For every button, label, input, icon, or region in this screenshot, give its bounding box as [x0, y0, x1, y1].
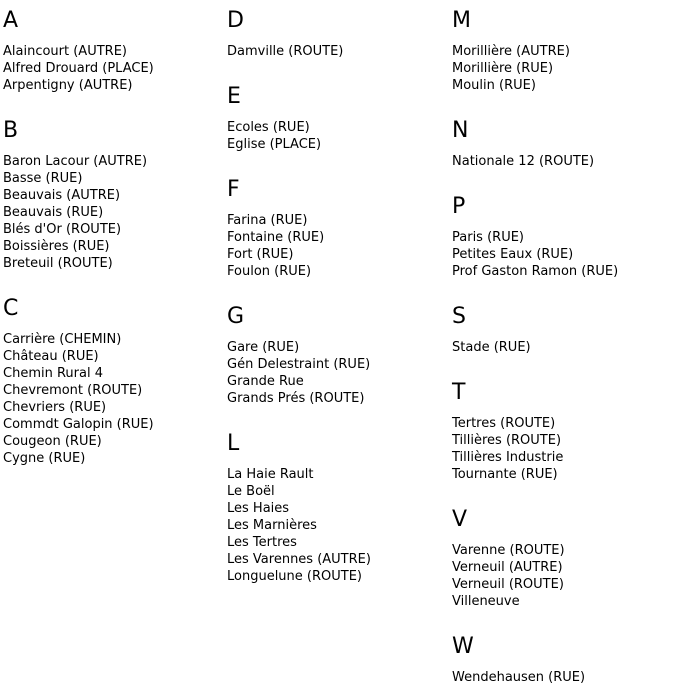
street-item[interactable]: Cygne (RUE)	[3, 451, 86, 466]
section-letter-p: P	[452, 194, 466, 219]
street-list	[227, 43, 452, 60]
street-item[interactable]: Petites Eaux (RUE)	[452, 247, 574, 262]
section-letter-w: W	[452, 634, 474, 659]
street-item[interactable]: Beauvais (AUTRE)	[3, 188, 121, 203]
section-letter-g: G	[227, 304, 245, 329]
section-letter-m: M	[452, 8, 471, 33]
index-section-n	[452, 118, 672, 170]
index-column-3	[452, 8, 672, 683]
street-item[interactable]: Alaincourt (AUTRE)	[3, 44, 127, 59]
index-section-g	[227, 304, 452, 407]
section-letter-n: N	[452, 118, 469, 143]
street-item[interactable]: Prof Gaston Ramon (RUE)	[452, 264, 619, 279]
street-item[interactable]: Château (RUE)	[3, 349, 99, 364]
section-letter-b: B	[3, 118, 19, 143]
section-letter-c: C	[3, 296, 19, 321]
street-item[interactable]: Morillière (AUTRE)	[452, 44, 570, 59]
street-item[interactable]: Paris (RUE)	[452, 230, 524, 245]
street-item[interactable]: Cougeon (RUE)	[3, 434, 102, 449]
street-item[interactable]: Les Tertres	[227, 535, 297, 550]
street-item[interactable]: Les Haies	[227, 501, 290, 516]
street-list	[452, 542, 672, 610]
street-item[interactable]: Ecoles (RUE)	[227, 120, 310, 135]
street-item[interactable]: Les Marnières	[227, 518, 317, 533]
street-item[interactable]: Gare (RUE)	[227, 340, 300, 355]
street-list	[227, 466, 452, 585]
street-item[interactable]: Longuelune (ROUTE)	[227, 569, 362, 584]
index-section-m	[452, 8, 672, 94]
street-item[interactable]: Chevriers (RUE)	[3, 400, 107, 415]
street-list	[3, 153, 227, 272]
street-item[interactable]: Damville (ROUTE)	[227, 44, 344, 59]
street-item[interactable]: Blés d'Or (ROUTE)	[3, 222, 122, 237]
index-section-p	[452, 194, 672, 280]
street-list	[227, 212, 452, 280]
street-item[interactable]: Morillière (RUE)	[452, 61, 554, 76]
index-section-t	[452, 380, 672, 483]
index-section-f	[227, 177, 452, 280]
street-item[interactable]: Fort (RUE)	[227, 247, 294, 262]
street-list	[452, 229, 672, 280]
street-item[interactable]: Nationale 12 (ROUTE)	[452, 154, 595, 169]
street-item[interactable]: Grands Prés (ROUTE)	[227, 391, 365, 406]
street-item[interactable]: Verneuil (ROUTE)	[452, 577, 564, 592]
street-item[interactable]: Alfred Drouard (PLACE)	[3, 61, 154, 76]
street-list	[452, 415, 672, 483]
street-item[interactable]: Farina (RUE)	[227, 213, 308, 228]
street-item[interactable]: Foulon (RUE)	[227, 264, 312, 279]
street-list	[452, 43, 672, 94]
street-list	[452, 669, 672, 683]
street-item[interactable]: La Haie Rault	[227, 467, 314, 482]
street-item[interactable]: Basse (RUE)	[3, 171, 83, 186]
street-list	[3, 331, 227, 467]
index-column-2	[227, 8, 452, 609]
index-section-c	[3, 296, 227, 467]
street-item[interactable]: Arpentigny (AUTRE)	[3, 78, 133, 93]
street-item[interactable]: Commdt Galopin (RUE)	[3, 417, 154, 432]
street-item[interactable]: Tillières (ROUTE)	[452, 433, 562, 448]
section-letter-e: E	[227, 84, 241, 109]
street-list	[3, 43, 227, 94]
street-item[interactable]: Tillières Industrie	[452, 450, 564, 465]
section-letter-d: D	[227, 8, 244, 33]
section-letter-s: S	[452, 304, 466, 329]
street-item[interactable]: Moulin (RUE)	[452, 78, 536, 93]
street-item[interactable]: Boissières (RUE)	[3, 239, 110, 254]
street-item[interactable]: Grande Rue	[227, 374, 304, 389]
street-list	[452, 153, 672, 170]
index-section-e	[227, 84, 452, 153]
street-item[interactable]: Fontaine (RUE)	[227, 230, 325, 245]
street-item[interactable]: Chemin Rural 4	[3, 366, 103, 381]
street-item[interactable]: Le Boël	[227, 484, 275, 499]
index-section-l	[227, 431, 452, 585]
index-section-b	[3, 118, 227, 272]
street-item[interactable]: Tournante (RUE)	[452, 467, 558, 482]
street-item[interactable]: Baron Lacour (AUTRE)	[3, 154, 148, 169]
street-item[interactable]: Wendehausen (RUE)	[452, 670, 586, 683]
index-section-s	[452, 304, 672, 356]
street-item[interactable]: Villeneuve	[452, 594, 520, 609]
section-letter-t: T	[452, 380, 466, 405]
street-list	[227, 119, 452, 153]
section-letter-a: A	[3, 8, 19, 33]
street-item[interactable]: Tertres (ROUTE)	[452, 416, 556, 431]
section-letter-f: F	[227, 177, 240, 202]
street-item[interactable]: Varenne (ROUTE)	[452, 543, 565, 558]
street-item[interactable]: Gén Delestraint (RUE)	[227, 357, 371, 372]
street-item[interactable]: Chevremont (ROUTE)	[3, 383, 143, 398]
section-letter-v: V	[452, 507, 468, 532]
street-item[interactable]: Carrière (CHEMIN)	[3, 332, 122, 347]
street-item[interactable]: Breteuil (ROUTE)	[3, 256, 113, 271]
section-letter-l: L	[227, 431, 240, 456]
index-section-d	[227, 8, 452, 60]
street-list	[452, 339, 672, 356]
street-item[interactable]: Stade (RUE)	[452, 340, 531, 355]
street-item[interactable]: Eglise (PLACE)	[227, 137, 322, 152]
street-item[interactable]: Les Varennes (AUTRE)	[227, 552, 371, 567]
street-item[interactable]: Verneuil (AUTRE)	[452, 560, 563, 575]
index-section-w	[452, 634, 672, 683]
index-column-1	[3, 8, 227, 491]
index-section-a	[3, 8, 227, 94]
street-list	[227, 339, 452, 407]
index-section-v	[452, 507, 672, 610]
street-item[interactable]: Beauvais (RUE)	[3, 205, 104, 220]
